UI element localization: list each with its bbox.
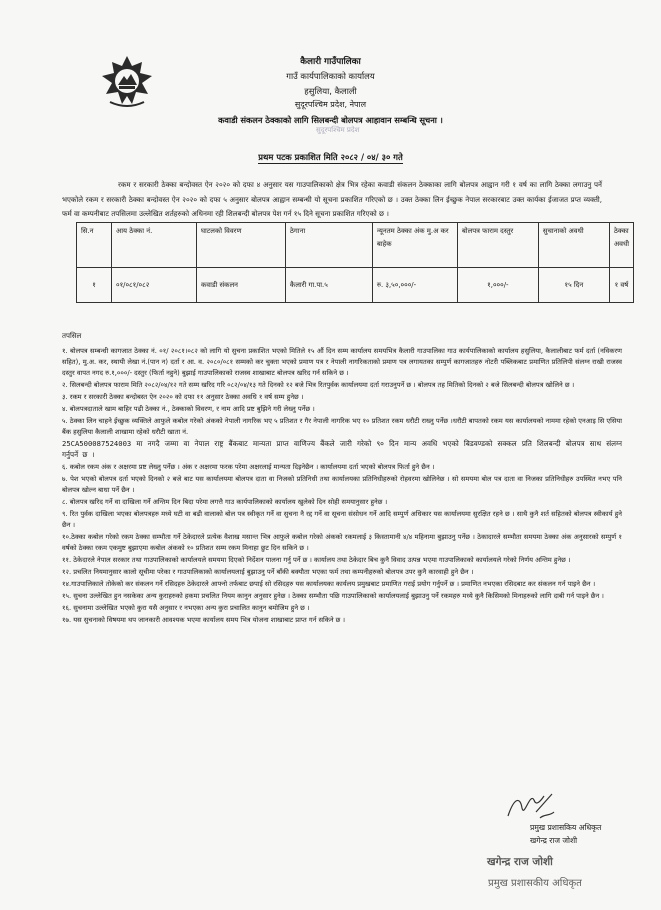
- table-cell: १ वर्ष: [609, 268, 633, 303]
- signatory-name: खगेन्द्र राज जोशी: [530, 836, 578, 845]
- province-name: सुदूरपश्चिम प्रदेश, नेपाल: [294, 100, 367, 109]
- publication-date: प्रथम पटक प्रकाशित मिति २०८२ / ०४/ ३० गते: [258, 152, 403, 162]
- tender-table: [76, 222, 634, 303]
- intro-paragraph: रकम र सरकारी ठेक्का बन्दोवस्त ऐन २०२० को दफा ४ अनुसार यस गाउपालिकाको क्षेत्र भित्र रहेका कवाडी संकलन ठेक्काका लागि बोलपत्र आह्वान गरी १ वर्ष का लागि ठेक्का लगाउनु पर्ने भएकोले रकम र सरकारी ठेक्का बन्दोवस्त ऐन २०२० को दफा ५ अनुसार बोलपत्र आह्वान सम्बन्धी यो सूचना प्रकाशित गरिएको छ । उक्त ठेक्का लिन ईच्छुक नेपाल सरकारबाट उक्त कार्यका ईजाजत प्रप्त व्यक्ती, फर्म वा कम्पनीबाट तपसिलमा उल्लेखित शर्तहरुको अधिनमा रही शिलबन्दी बोलपत्र पेश गर्न १५ दिने सूचना प्रकाशित गरिएको छ ।: [62, 180, 602, 218]
- column-header: सुचानाको अवधी: [538, 223, 609, 268]
- column-header: ठेक्का अवधी: [609, 223, 633, 268]
- column-header: ठेगाना: [285, 223, 372, 268]
- condition-item: १०.ठेक्का कबोल गरेको रकम ठेक्का सम्भौता गर्ने ठेकेदारले प्रत्येक वैशाख मसान्त भित्र आफुले कबोल गरेको अंकको रकमलाई ३ किस्तामानी ४/४ महिनामा बुझाउनु पर्नेछ । ठेकादारले सम्भौता समयमा ठेक्का अंक अनुसारको सम्पुर्ण १ वर्षको ठेक्का रकम एकमुष्ट बुझाएमा कबोल अंकको १० प्रतिशत सम्म रकम मिनाहा छुट दिन सकिने छ ।: [62, 532, 622, 552]
- column-header: न्यूनतम ठेक्का अंक मु.अ कर बाहेक: [372, 223, 457, 268]
- name-stamp: खगेन्द्र राज जोशी: [487, 856, 553, 868]
- condition-item: ३. रकम र सरकारी ठेक्का बन्दोबस्त ऐन २०२० को दफा ११ अनुसार ठेक्का अवधि १ वर्ष सम्म हुनेछ ।: [62, 392, 304, 401]
- table-cell: १: [77, 268, 112, 303]
- condition-item: १५. सुचना उल्लेखित हुन नसकेका अन्य कुराहरुको हकमा प्रचलित नियम कानुन अनुसार हुनेछ । ठेक्का सम्भौता पछि गाउपालिकाको कार्यालयलाई बुझाउनु पर्ने रकमहरु मध्ये कुनै किसिमको मिनाहरुको लागि दाबी गर्न पाइने छैन ।: [62, 591, 604, 600]
- table-cell: रु. ३,५०,०००/-: [372, 268, 457, 303]
- conditions-label: तपसिल: [62, 332, 82, 340]
- table-header-row: [77, 223, 634, 268]
- condition-item: ७. पेश भएको बोलपत्र दर्ता भएको दिनको २ बजे बाट यस कार्यालयमा बोलपत्र दाता वा निजको प्रतिनिधी तथा कार्यालयका प्रतिनिधीहरुको रोहवरमा खोलिनेछ । सो समयमा बोल पत्र दाता वा निजका प्रतिनिधीहरु उपस्थित नभए पनि बोलपत्र खोल्न बाधा पर्ने छैन ।: [62, 474, 622, 494]
- notice-subject: कवाडी संकलन ठेक्काको लागि सिलबन्दी बोलपत्र आहावान सम्बन्धि सूचना ।: [218, 115, 443, 125]
- table-cell: ०१/०८१/०८२: [111, 268, 196, 303]
- condition-item: १. बोलपत्र सम्बन्धी कागजात ठेक्का नं. ०१/ २०८१।०८२ को लागि यो सुचना प्रकाशित भएको मितिले १५ औं दिन सम्म कार्यालय समयभित्र कैलारी गाउपालिका गाउ कार्यपालिकाको कार्यालय हसुलिया, कैलालीबाट फर्म दर्ता (नविकरण सहित), मु.अ. कर, स्थायी लेखा नं.(पान न) दर्ता र आ. व. २०८०/०८१ सम्मको कर चुक्ता भएको प्रमाण पत्र र नेपाली नागरिकताको प्रमाण पत्र लगायतका सम्पुर्ण कागजातहरु नोटरी पब्लिकबाट प्रमाणित प्रतिलिपी संलग्न राखी राजस्व दस्तुर वापत नगद रु.१,०००/- दस्तुर (फिर्ता नहुने) बुझाई गाउपालिकाको राजस्व शाखाबाट बोलपत्र खरिद गर्न सकिने छ ।: [62, 347, 622, 377]
- table-cell: १,०००/-: [457, 268, 538, 303]
- office-address: हसुलिया, कैलाली: [304, 86, 357, 96]
- table-row: [77, 268, 634, 303]
- column-header: आय ठेक्का नं.: [111, 223, 196, 268]
- table-cell: १५ दिन: [538, 268, 609, 303]
- office-name: गाउँ कार्यपालिकाको कार्यालय: [286, 71, 375, 81]
- table-cell: कवाडी संकलन: [196, 268, 285, 303]
- column-header: सि.न: [77, 223, 112, 268]
- column-header: बोलपत्र फाराम दस्तुर: [457, 223, 538, 268]
- condition-item: ५. ठेक्का लिन चाहने ईच्छुक व्यक्तिले आफुले कबोल गरेको अंकको नेपाली नागरिक भए ५ प्रतिशत र गैर नेपाली नागरिक भए १० प्रतिशत रकम धरौटी राख्नु पर्नेछ ।धरौटी बापतको रकम यस कार्यालयको नाममा रहेको एनआइ सि एसिया बैंक हसुलिया कैलाली शाखामा रहेको धरौटी खाता नं.: [62, 416, 622, 436]
- office-stamp: सुदूरपश्चिम प्रदेश: [316, 126, 360, 134]
- municipality-name: कैलारी गाउँपालिका: [300, 57, 361, 67]
- condition-item: 25CA500087524003 मा नगदै जम्मा वा नेपाल राष्ट्र बैंकबाट मान्यता प्राप्त वाणिज्य बैंकले जारी गरेको ९० दिन मान्य अवधि भएको बिडवण्डको सक्कल प्रति शिलबन्दी बोलपत्र साथ संलग्न गर्नुपर्ने छ ।: [62, 438, 622, 459]
- signatory-title: प्रमुख प्रशासकिय अधिकृत: [530, 823, 602, 832]
- condition-item: १७. यस सुचनाको विषयमा थप जानकारी आवश्यक भएमा कार्यालय समय भित्र योजना शाखाबाट प्राप्त गर्न सकिने छ ।: [62, 616, 346, 625]
- condition-item: २. सिलबन्दी बोलपत्र फाराम मिति २०८२/०४/१२ गते सम्म खरिद गरि ०८२/०४/१३ गते दिनको १२ बजे भित्र रितपुर्वक कार्यालयमा दर्ता गराउनुपर्ने छ । बोलपत्र तह मितिको दिनको २ बजे सिलबन्दी बोलपत्र खोलिने छ ।: [62, 380, 575, 389]
- conditions-list: [62, 346, 622, 627]
- table-cell: कैलारी गा.पा.५: [285, 268, 372, 303]
- condition-item: १४.गाउपालिकाले तोकेको कर संकलन गर्ने रसिदहरु ठेकेदारले आफ्नो तर्फबाट छपाई सो रसिदहरु यस कार्यालयका कार्यलय प्रमुखबाट प्रमाणित गराई प्रयोग गर्नुपर्ने छ । प्रमाणित नभएका रसिदबाट कर संकलन गर्न पाइने छैन ।: [62, 579, 596, 588]
- condition-item: ११. ठेकेदारले नेपाल सरकार तथा गाउपालिकाको कार्यालयले समयमा दिएको निर्देशन पालना गर्नु पर्ने छ । कार्यालय तथा ठेकेदार बिच कुनै विवाद उत्पन्न भएमा गाउपालिकाको कार्यालयले गरेको निर्णय अन्तिम हुनेछ ।: [62, 555, 571, 564]
- condition-item: ८. बोलपत्र खरिद गर्ने वा दाखिला गर्ने अन्तिम दिन बिदा परेमा लगत्तै गाउ कार्यपालिकाको कार्यालय खुलेको दिन सोही समयानुसार हुनेछ ।: [62, 497, 388, 506]
- title-stamp: प्रमुख प्रशासकीय अधिकृत: [488, 878, 582, 889]
- column-header: घाटलको विवरण: [196, 223, 285, 268]
- condition-item: १२. प्रचलित नियमानुसार कालो सूचीमा परेका र गाउपालिकाको कार्यालयलाई बुझाउनु पर्ने बाँकी बक्यौता भएका फर्म तथा कम्पनीहरुको बोलपत्र उपर कुनै कारवाही हुने छैन ।: [62, 567, 474, 576]
- condition-item: ४. बोलपत्रदाताले खाम बाहिर पढी ठेक्का नं., ठेक्काको विवरण, र नाम आदि प्रष्ट बुझिने गरी लेख्नु पर्नेछ ।: [62, 404, 315, 413]
- condition-item: १६. सुचनामा उल्लेखित भएको कुरा यसै अनुसार र नभएका अन्य कुरा प्रचालित कानुन बमोजिम हुने छ ।: [62, 603, 310, 612]
- handwritten-signature: [500, 788, 560, 824]
- condition-item: ६. कबोल रकम अंक र अक्षरमा प्रष्ट लेख्नु पर्नेछ । अंक र अक्षरमा फरक परेमा अक्षरलाई मान्यता दिइनेछैन । कार्यालयमा दर्ता भएको बोलपत्र फिर्ता हुने छैन ।: [62, 462, 435, 471]
- condition-item: ९. रित पुर्वक दाखिला भएका बोलपत्रहरु मध्ये घटी वा बढी वालाको बोल पत्र स्वीकृत गर्ने वा सुचना नै रद्द गर्ने वा सूचना संसोधन गर्ने आदि सम्पुर्ण अधिकार यस कार्यालयमा सुरक्षित रहने छ । साथै कुनै शर्त सहितको बोलपत्र स्वीकार्य हुने छैन ।: [62, 509, 622, 529]
